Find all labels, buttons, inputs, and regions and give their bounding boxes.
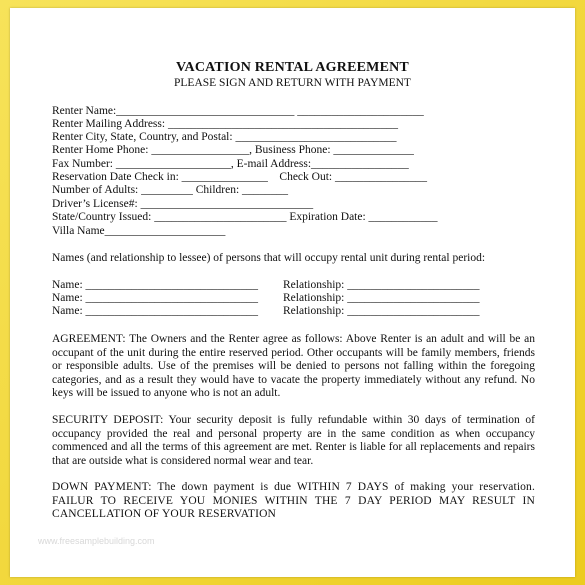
field-state-expiration[interactable]: State/Country Issued: _______________________ Expiration Date: ____________ <box>52 211 438 223</box>
security-deposit-paragraph: SECURITY DEPOSIT: Your security deposit is fully refundable within 30 days of termination of occupancy provided the real and personal property are in the same condition as when occupancy commenced and all the terms of this agreement are met. Renter is liable for all replacements and repairs that are outside what is considered normal wear and tear. <box>52 414 535 467</box>
document-page <box>10 8 575 577</box>
field-reservation-dates[interactable]: Reservation Date Check in: _______________ Check Out: ________________ <box>52 171 427 183</box>
occupant-name-field[interactable]: Name: ______________________________ <box>52 305 259 317</box>
field-villa-name[interactable]: Villa Name_____________________ <box>52 225 226 237</box>
relationship-intro: Names (and relationship to lessee) of persons that will occupy rental unit during rental period: <box>52 252 486 264</box>
field-renter-name[interactable]: Renter Name:_______________________________ ______________________ <box>52 105 424 117</box>
occupant-relationship-field[interactable]: Relationship: _______________________ <box>283 279 480 291</box>
occupant-relationship-field[interactable]: Relationship: _______________________ <box>283 305 480 317</box>
occupant-name-field[interactable]: Name: ______________________________ <box>52 279 259 291</box>
document-title: VACATION RENTAL AGREEMENT <box>176 60 409 75</box>
down-payment-paragraph: DOWN PAYMENT: The down payment is due WITHIN 7 DAYS of making your reservation. FAILUR TO RECEIVE YOU MONIES WITHIN THE 7 DAY PERIOD MAY RESULT IN CANCELLATION OF YOUR RESERVATION <box>52 481 535 520</box>
agreement-paragraph: AGREEMENT: The Owners and the Renter agree as follows: Above Renter is an adult and will be an occupant of the unit during the entire reserved period. Other occupants will be family members, friends or responsible adults. Use of the premises will be denied to persons not falling within the foregoing categories, and as a result they would have to vacate the property immediately without any refund. No keys will be issued to anyone who is not an adult. <box>52 333 535 399</box>
occupant-relationship-field[interactable]: Relationship: _______________________ <box>283 292 480 304</box>
field-adults-children[interactable]: Number of Adults: _________ Children: ________ <box>52 184 289 196</box>
occupant-name-field[interactable]: Name: ______________________________ <box>52 292 259 304</box>
field-mailing-address[interactable]: Renter Mailing Address: ________________________________________ <box>52 118 398 130</box>
field-phones[interactable]: Renter Home Phone: _________________, Business Phone: ______________ <box>52 144 414 156</box>
field-drivers-license[interactable]: Driver’s License#: ______________________________ <box>52 198 314 210</box>
watermark: www.freesamplebuilding.com <box>38 536 155 546</box>
document-subtitle: PLEASE SIGN AND RETURN WITH PAYMENT <box>174 77 411 89</box>
field-city-state-country[interactable]: Renter City, State, Country, and Postal: ____________________________ <box>52 131 397 143</box>
field-fax-email[interactable]: Fax Number: ____________________, E-mail Address:_________________ <box>52 158 409 170</box>
